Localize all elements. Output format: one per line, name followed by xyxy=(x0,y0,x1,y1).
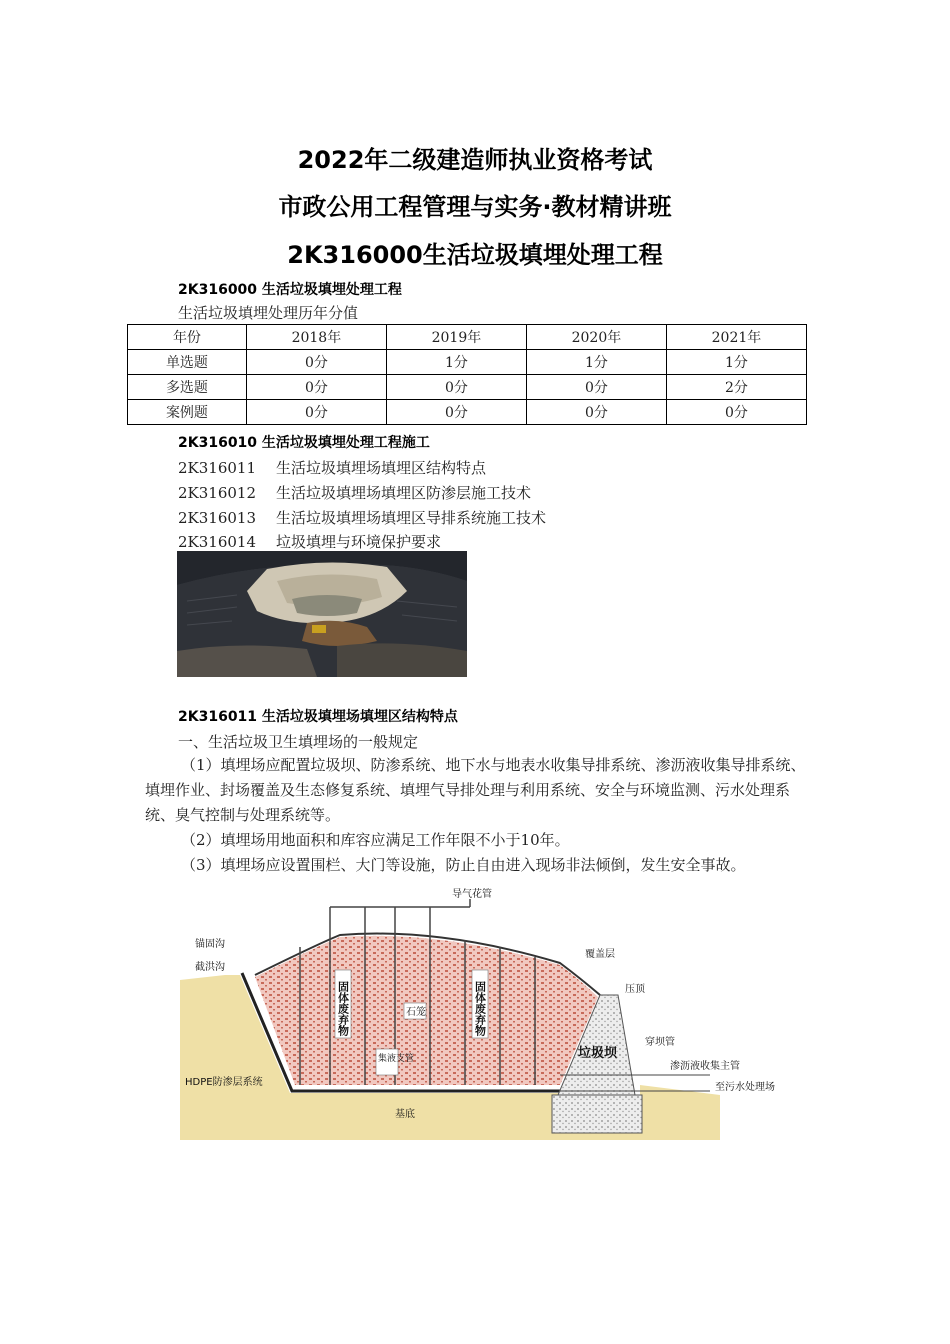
table-cell: 案例题 xyxy=(128,400,247,425)
label-solid-waste-left: 固体废弃物 xyxy=(336,981,350,1036)
title-line-3: 2K316000生活垃圾填埋处理工程 xyxy=(287,241,663,269)
label-leachate-main: 渗沥液收集主管 xyxy=(670,1061,740,1072)
label-top-press: 压顶 xyxy=(625,984,645,995)
label-through-pipe: 穿坝管 xyxy=(645,1037,675,1048)
table-cell: 2分 xyxy=(666,375,806,400)
table-cell: 0分 xyxy=(386,400,526,425)
subsection-heading: 2K316011 生活垃圾填埋场填埋区结构特点 xyxy=(178,709,458,725)
table-header-cell: 2019年 xyxy=(386,325,526,350)
label-gravel: 石笼 xyxy=(406,1007,426,1018)
paragraph: （2）填埋场用地面积和库容应满足工作年限不小于10年。 xyxy=(181,831,570,849)
label-dam: 垃圾坝 xyxy=(578,1046,618,1061)
label-base: 基底 xyxy=(395,1109,415,1120)
table-header-cell: 2020年 xyxy=(526,325,666,350)
label-to-sewage: 至污水处理场 xyxy=(715,1082,775,1093)
landfill-photo xyxy=(177,551,467,677)
table-row xyxy=(128,375,807,400)
table-cell: 0分 xyxy=(666,400,806,425)
toc-item-code: 2K316011 xyxy=(178,459,257,477)
table-cell: 单选题 xyxy=(128,350,247,375)
table-header-row xyxy=(128,325,807,350)
section-heading: 2K316000 生活垃圾填埋处理工程 xyxy=(178,282,402,298)
table-cell: 1分 xyxy=(526,350,666,375)
table-cell: 0分 xyxy=(246,350,386,375)
table-cell: 1分 xyxy=(666,350,806,375)
table-header-cell: 年份 xyxy=(128,325,247,350)
toc-item xyxy=(178,457,486,478)
toc-item-code: 2K316014 xyxy=(178,533,257,551)
label-gas-pipe: 导气花管 xyxy=(452,889,492,900)
toc-item-title: 生活垃圾填埋场填埋区结构特点 xyxy=(276,459,487,477)
table-cell: 0分 xyxy=(386,375,526,400)
score-table xyxy=(127,324,807,425)
toc-item-code: 2K316013 xyxy=(178,509,257,527)
toc-item-code: 2K316012 xyxy=(178,484,257,502)
label-anchor-ditch: 锚固沟 xyxy=(195,939,225,950)
toc-item-title: 生活垃圾填埋场填埋区导排系统施工技术 xyxy=(276,509,547,527)
label-solid-waste-right: 固体废弃物 xyxy=(473,981,487,1036)
toc-item-title: 生活垃圾填埋场填埋区防渗层施工技术 xyxy=(276,484,532,502)
toc-item xyxy=(178,531,441,552)
toc-item xyxy=(178,482,531,503)
table-cell: 1分 xyxy=(386,350,526,375)
table-cell: 0分 xyxy=(526,400,666,425)
title-line-1: 2022年二级建造师执业资格考试 xyxy=(297,146,653,174)
table-cell: 0分 xyxy=(526,375,666,400)
toc-item-title: 垃圾填埋与环境保护要求 xyxy=(276,533,442,551)
paragraph: （1）填埋场应配置垃圾坝、防渗系统、地下水与地表水收集导排系统、渗沥液收集导排系统、填埋作业、封场覆盖及生态修复系统、填埋气导排处理与利用系统、安全与环境监测、污水处理系统、臭气控制与处理系统等。 xyxy=(145,756,806,824)
landfill-cross-section-diagram xyxy=(180,885,775,1140)
paragraph: （3）填埋场应设置围栏、大门等设施，防止自由进入现场非法倾倒，发生安全事故。 xyxy=(181,856,746,874)
subsection-intro: 一、生活垃圾卫生填埋场的一般规定 xyxy=(178,733,419,751)
table-row xyxy=(128,400,807,425)
title-line-2: 市政公用工程管理与实务·教材精讲班 xyxy=(278,193,672,221)
dam-foundation xyxy=(552,1095,642,1133)
label-cover: 覆盖层 xyxy=(585,949,615,960)
toc-heading: 2K316010 生活垃圾填埋处理工程施工 xyxy=(178,435,430,451)
table-header-cell: 2021年 xyxy=(666,325,806,350)
label-flood-ditch: 截洪沟 xyxy=(195,962,225,973)
table-header-cell: 2018年 xyxy=(246,325,386,350)
label-hdpe: HDPE防渗层系统 xyxy=(185,1077,263,1088)
table-cell: 0分 xyxy=(246,400,386,425)
table-cell: 0分 xyxy=(246,375,386,400)
label-collection: 集液支管 xyxy=(378,1054,415,1064)
table-row xyxy=(128,350,807,375)
table-cell: 多选题 xyxy=(128,375,247,400)
table-caption: 生活垃圾填埋处理历年分值 xyxy=(178,304,359,322)
toc-item xyxy=(178,507,546,528)
